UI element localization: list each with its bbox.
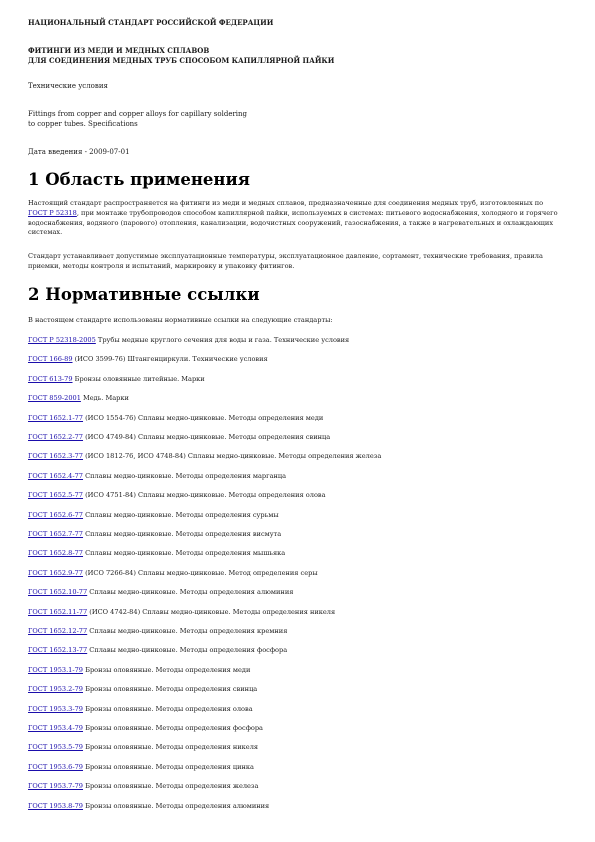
reference-item <box>28 763 573 772</box>
reference-description: (ИСО 1554-76) Сплавы медно-цинковые. Методы определения меди <box>83 413 324 422</box>
reference-description: Сплавы медно-цинковые. Методы определения марганца <box>83 471 287 480</box>
reference-description: Бронзы оловянные. Методы определения олова <box>83 704 253 713</box>
document-title-ru-line2: ДЛЯ СОЕДИНЕНИЯ МЕДНЫХ ТРУБ СПОСОБОМ КАПИЛЛЯРНОЙ ПАЙКИ <box>28 56 335 65</box>
section-1-paragraph-1-text-end: , при монтаже трубопроводов способом капиллярной пайки, используемых в системах: питьевого водоснабжения, холодного и горячего водоснабжения, водяного (парового) отопления, канализации, водочистных сооружений, газоснабжения, а также в нагревательных и охлаждающих системах. <box>28 208 558 237</box>
reference-description: Сплавы медно-цинковые. Методы определения мышьяка <box>83 549 286 558</box>
reference-description: Бронзы оловянные. Методы определения никеля <box>83 743 259 752</box>
reference-item <box>28 666 573 675</box>
reference-link[interactable]: ГОСТ 1652.12-77 <box>28 627 88 635</box>
reference-description: Бронзы оловянные. Методы определения цинка <box>83 762 254 771</box>
reference-item <box>28 782 573 791</box>
reference-item <box>28 530 573 539</box>
reference-link[interactable]: ГОСТ 1652.13-77 <box>28 646 88 655</box>
reference-item <box>28 743 573 752</box>
reference-link[interactable]: ГОСТ 1953.1-79 <box>28 665 84 674</box>
reference-link[interactable]: ГОСТ 1652.4-77 <box>28 471 84 480</box>
document-title-en-line2: to copper tubes. Specifications <box>28 120 138 128</box>
reference-link[interactable]: ГОСТ 1652.1-77 <box>28 413 84 422</box>
reference-description: (ИСО 4751-84) Сплавы медно-цинковые. Методы определения олова <box>83 491 326 500</box>
reference-link[interactable]: ГОСТ 1652.3-77 <box>28 452 84 461</box>
section-1-paragraph-1 <box>28 199 563 238</box>
reference-link[interactable]: ГОСТ 1953.6-79 <box>28 762 84 771</box>
reference-description: Сплавы медно-цинковые. Методы определения кремния <box>87 627 288 635</box>
reference-description: Бронзы оловянные. Методы определения свинца <box>83 685 258 694</box>
reference-item <box>28 511 573 520</box>
reference-link[interactable]: ГОСТ 1652.7-77 <box>28 530 84 538</box>
reference-link[interactable]: ГОСТ 166-89 <box>28 355 73 364</box>
reference-item <box>28 336 573 345</box>
reference-link[interactable]: ГОСТ 1652.10-77 <box>28 588 88 597</box>
reference-item <box>28 549 573 558</box>
document-title-ru-line1: ФИТИНГИ ИЗ МЕДИ И МЕДНЫХ СПЛАВОВ <box>28 46 210 55</box>
reference-item <box>28 394 573 403</box>
reference-item <box>28 705 573 714</box>
document-title-en-line1: Fittings from copper and copper alloys for capillary soldering <box>28 110 248 118</box>
section-2-intro: В настоящем стандарте использованы нормативные ссылки на следующие стандарты: <box>28 316 333 324</box>
reference-description: Бронзы оловянные. Методы определения железа <box>83 782 259 791</box>
reference-link[interactable]: ГОСТ 1953.8-79 <box>28 801 84 810</box>
reference-link[interactable]: ГОСТ 1953.4-79 <box>28 724 84 732</box>
introduction-date: Дата введения - 2009-07-01 <box>28 148 130 156</box>
reference-item <box>28 433 573 442</box>
reference-description: Сплавы медно-цинковые. Методы определения алюминия <box>87 588 294 597</box>
link-gost-r-52318[interactable]: ГОСТ Р 52318 <box>28 208 77 217</box>
reference-description: Бронзы оловянные. Методы определения фосфора <box>83 724 263 732</box>
reference-description: (ИСО 3599-76) Штангенциркули. Технические условия <box>72 355 268 364</box>
reference-description: Трубы медные круглого сечения для воды и газа. Технические условия <box>95 336 350 344</box>
reference-item <box>28 491 573 500</box>
reference-link[interactable]: ГОСТ 1953.5-79 <box>28 743 84 752</box>
reference-link[interactable]: ГОСТ 1652.11-77 <box>28 607 88 616</box>
reference-item <box>28 724 573 733</box>
reference-link[interactable]: ГОСТ 859-2001 <box>28 394 81 403</box>
reference-link[interactable]: ГОСТ 1652.5-77 <box>28 491 84 500</box>
reference-item <box>28 375 573 384</box>
national-standard-label: НАЦИОНАЛЬНЫЙ СТАНДАРТ РОССИЙСКОЙ ФЕДЕРАЦИИ <box>28 18 274 27</box>
reference-item <box>28 414 573 423</box>
reference-description: Бронзы оловянные литейные. Марки <box>72 374 205 383</box>
reference-description: (ИСО 1812-76, ИСО 4748-84) Сплавы медно-цинковые. Методы определения железа <box>83 452 382 461</box>
section-1-paragraph-2: Стандарт устанавливает допустимые эксплуатационные температуры, эксплуатационное давление, сортамент, технические требования, правила приемки, методы контроля и испытаний, маркировку и упаковку фитингов. <box>28 252 543 270</box>
section-1-paragraph-1-text-start: Настоящий стандарт распространяется на фитинги из меди и медных сплавов, предназначенные для соединения медных труб, изготовленных по <box>28 199 544 207</box>
section-2-heading: 2 Нормативные ссылки <box>28 285 260 304</box>
reference-description: Бронзы оловянные. Методы определения алюминия <box>83 801 270 810</box>
reference-link[interactable]: ГОСТ 1953.3-79 <box>28 704 84 713</box>
reference-description: Сплавы медно-цинковые. Методы определения висмута <box>83 530 282 538</box>
reference-link[interactable]: ГОСТ 1652.2-77 <box>28 433 84 441</box>
reference-item <box>28 646 573 655</box>
reference-description: Бронзы оловянные. Методы определения меди <box>83 665 251 674</box>
reference-item <box>28 472 573 481</box>
reference-item <box>28 355 573 364</box>
reference-item <box>28 588 573 597</box>
reference-item <box>28 802 573 811</box>
reference-description: (ИСО 4742-84) Сплавы медно-цинковые. Методы определения никеля <box>87 607 336 616</box>
reference-item <box>28 685 573 694</box>
document-subtitle-ru: Технические условия <box>28 82 108 90</box>
reference-description: (ИСО 7266-84) Сплавы медно-цинковые. Метод определения серы <box>83 568 318 577</box>
reference-item <box>28 452 573 461</box>
reference-description: Медь. Марки <box>80 394 129 403</box>
reference-link[interactable]: ГОСТ 1652.9-77 <box>28 568 84 577</box>
reference-description: Сплавы медно-цинковые. Методы определения сурьмы <box>83 510 279 519</box>
reference-link[interactable]: ГОСТ 1953.7-79 <box>28 782 84 791</box>
reference-item <box>28 627 573 636</box>
reference-link[interactable]: ГОСТ 1953.2-79 <box>28 685 84 694</box>
reference-link[interactable]: ГОСТ 1652.6-77 <box>28 510 84 519</box>
reference-description: (ИСО 4749-84) Сплавы медно-цинковые. Методы определения свинца <box>83 433 331 441</box>
reference-item <box>28 569 573 578</box>
section-1-heading: 1 Область применения <box>28 170 250 189</box>
reference-link[interactable]: ГОСТ 1652.8-77 <box>28 549 84 558</box>
reference-item <box>28 608 573 617</box>
reference-link[interactable]: ГОСТ 613-79 <box>28 374 73 383</box>
reference-description: Сплавы медно-цинковые. Методы определения фосфора <box>87 646 288 655</box>
reference-link[interactable]: ГОСТ Р 52318-2005 <box>28 336 96 344</box>
